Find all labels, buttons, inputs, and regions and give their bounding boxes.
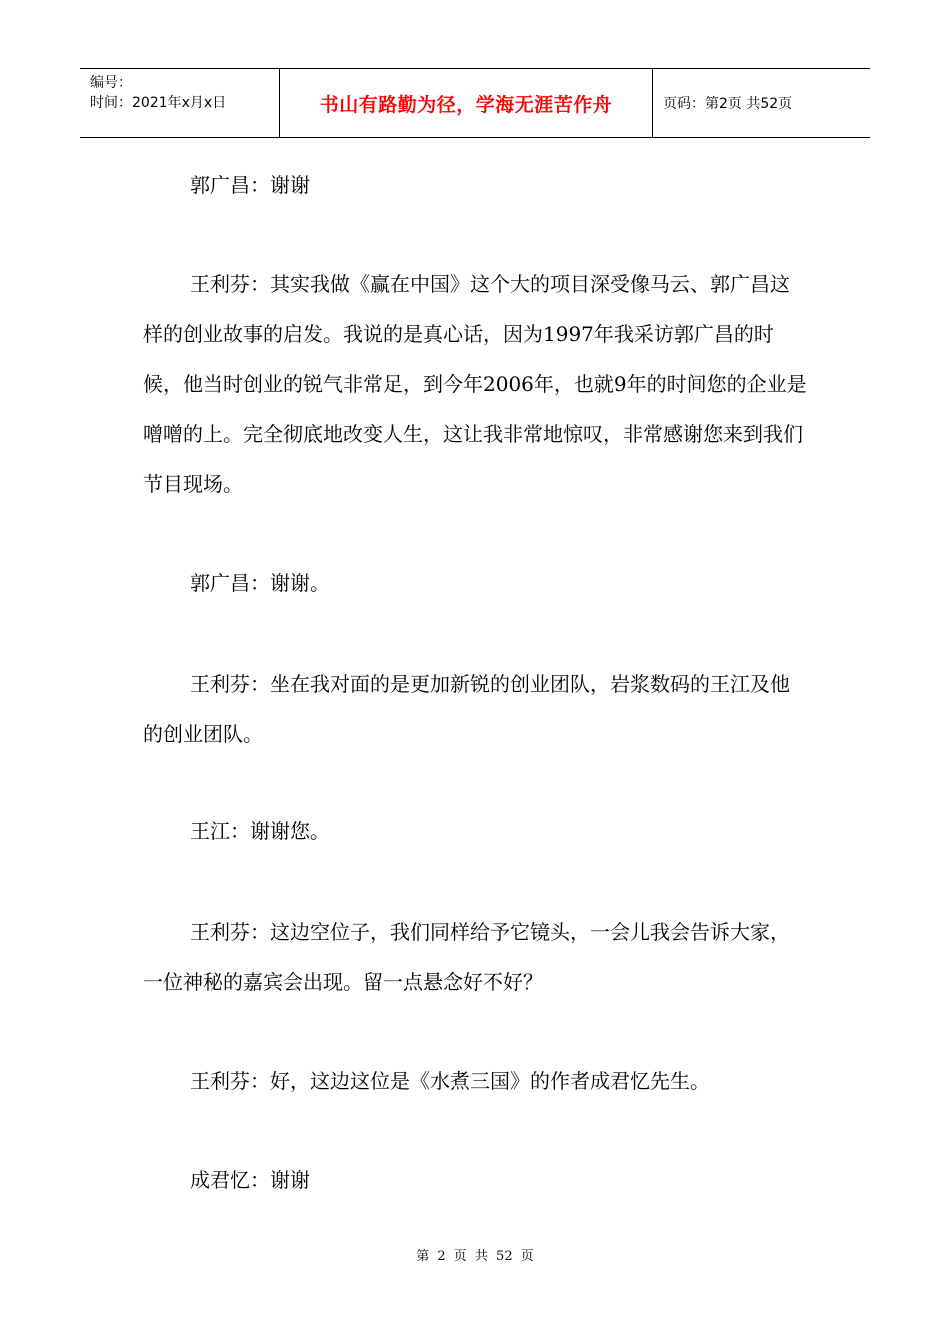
header-page-info: 页码：第2页 共52页 [663,96,793,112]
paragraph-4: 王利芬：坐在我对面的是更加新锐的创业团队，岩浆数码的王江及他的创业团队。 [143,672,790,746]
page-footer: 第 2 页 共 52 页 [416,1249,534,1264]
paragraph-6: 王利芬：这边空位子，我们同样给予它镜头，一会儿我会告诉大家，一位神秘的嘉宾会出现。留一点悬念好不好？ [143,920,790,994]
paragraph-7: 王利芬：好，这边这位是《水煮三国》的作者成君忆先生。 [190,1069,710,1093]
paragraph-5: 王江：谢谢您。 [190,819,330,843]
paragraph-1: 郭广昌：谢谢 [190,173,310,197]
document-number-label: 编号： [90,75,132,91]
paragraph-8: 成君忆：谢谢 [190,1168,310,1192]
header-meta [80,69,280,137]
paragraph-2: 王利芬：其实我做《赢在中国》这个大的项目深受像马云、郭广昌这样的创业故事的启发。我说的是真心话，因为1997年我采访郭广昌的时候，他当时创业的锐气非常足，到今年2006年，也就9年的时间您的企业是噌噌的上。完全彻底地改变人生，这让我非常地惊叹，非常感谢您来到我们节目现场。 [143,272,807,496]
header-motto: 书山有路勤为径，学海无涯苦作舟 [280,69,653,137]
document-date-label: 时间：2021年x月x日 [90,95,227,111]
paragraph-3: 郭广昌：谢谢。 [190,571,330,595]
page-header [80,68,870,138]
